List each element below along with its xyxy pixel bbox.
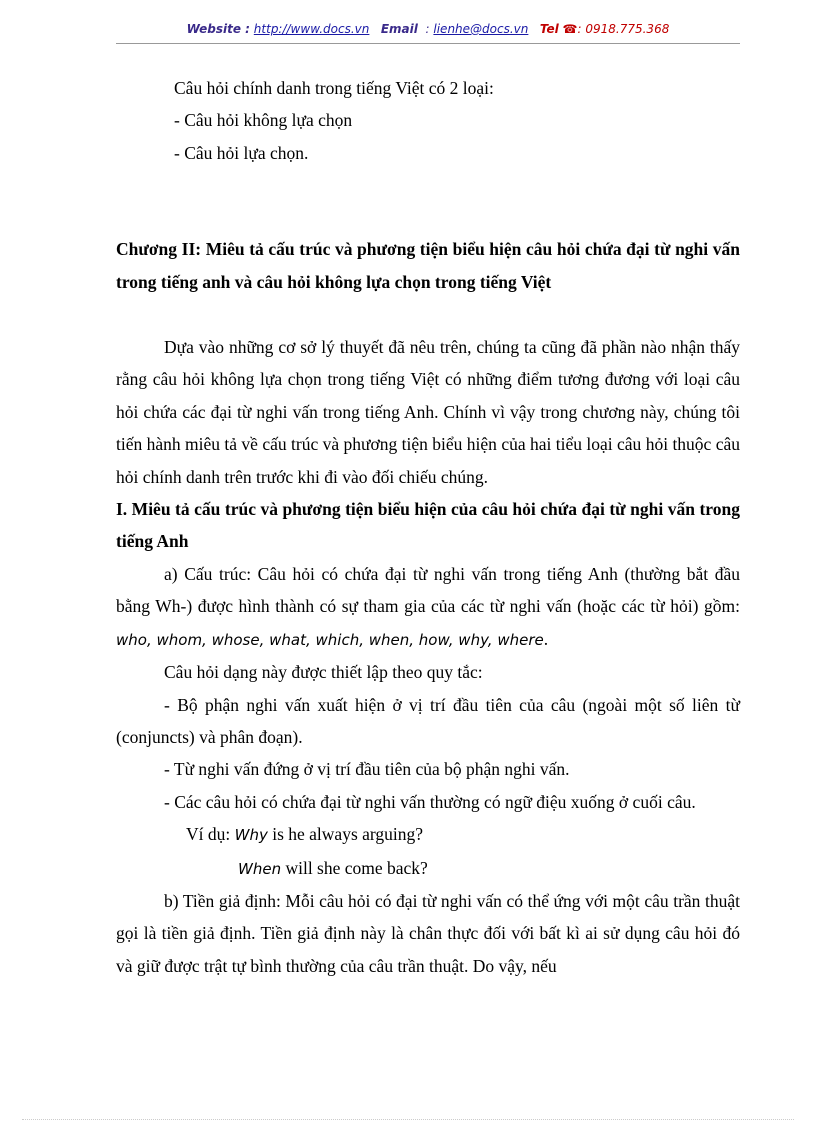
spacer <box>116 298 740 331</box>
example-wh-word: When <box>238 859 282 878</box>
example-wh-word: Why <box>234 826 268 845</box>
rule-item: - Bộ phận nghi vấn xuất hiện ở vị trí đầu tiên của câu (ngoài một số liên từ (conjuncts) và phân đoạn). <box>116 694 740 747</box>
paragraph: Dựa vào những cơ sở lý thuyết đã nêu trên, chúng ta cũng đã phần nào nhận thấy rằng câu hỏi không lựa chọn trong tiếng Việt có những điểm tương đương với loại câu hỏi chứa các đại từ nghi vấn trong tiếng Anh. Chính vì vậy trong chương này, chúng tôi tiến hành miêu tả về cấu trúc và phương tiện biểu hiện của hai tiểu loại câu hỏi thuộc câu hỏi chính danh trên trước khi đi vào đối chiếu chúng. <box>116 337 740 487</box>
wh-words: who, whom, whose, what, which, when, how, why, where <box>116 630 544 649</box>
website-label: Website : <box>186 22 250 36</box>
tel-value: : 0918.775.368 <box>577 22 670 36</box>
list-item <box>116 137 740 169</box>
example-line <box>116 852 740 885</box>
footer-divider <box>22 1119 794 1120</box>
page-header <box>116 22 740 42</box>
email-label: Email <box>380 22 418 36</box>
intro-paragraph: Câu hỏi chính danh trong tiếng Việt có 2 loại: <box>174 78 494 98</box>
chapter-heading: Chương II: Miêu tả cấu trúc và phương tiện biểu hiện câu hỏi chứa đại từ nghi vấn trong tiếng anh và câu hỏi không lựa chọn trong tiếng Việt <box>116 239 740 292</box>
tel-label: Tel <box>539 22 559 36</box>
paragraph: Câu hỏi dạng này được thiết lập theo quy tắc: <box>164 662 483 683</box>
rule-item: - Các câu hỏi có chứa đại từ nghi vấn thường có ngữ điệu xuống ở cuối câu. <box>164 791 696 812</box>
example-line <box>116 818 740 851</box>
example-text: will she come back? <box>281 857 428 878</box>
phone-icon: ☎ <box>562 22 578 36</box>
list-item <box>116 104 740 136</box>
spacer <box>116 169 740 233</box>
email-link[interactable]: lienhe@docs.vn <box>433 22 529 36</box>
list-item-text: - Câu hỏi không lựa chọn <box>174 110 353 131</box>
example-text: is he always arguing? <box>267 824 424 845</box>
header-divider <box>116 43 740 44</box>
list-item-text: - Câu hỏi lựa chọn. <box>174 142 309 163</box>
rule-item: - Từ nghi vấn đứng ở vị trí đầu tiên của bộ phận nghi vấn. <box>164 759 570 780</box>
email-separator: : <box>425 22 430 36</box>
website-link[interactable]: http://www.docs.vn <box>253 22 370 36</box>
paragraph-end: . <box>543 628 549 649</box>
document-body <box>116 72 740 982</box>
paragraph: b) Tiền giả định: Mỗi câu hỏi có đại từ nghi vấn có thể ứng với một câu trần thuật gọi là tiền giả định. Tiền giả định này là chân thực đối với bất kì ai sử dụng câu hỏi đó và giữ được trật tự bình thường của câu trần thuật. Do vậy, nếu <box>116 890 740 976</box>
paragraph-text: a) Cấu trúc: Câu hỏi có chứa đại từ nghi vấn trong tiếng Anh (thường bắt đầu bằng Wh-) được hình thành có sự tham gia của các từ nghi vấn (hoặc các từ hỏi) gồm: <box>116 563 740 617</box>
paragraph <box>116 558 740 656</box>
example-label: Ví dụ: <box>186 824 235 845</box>
section-heading: I. Miêu tả cấu trúc và phương tiện biểu hiện của câu hỏi chứa đại từ nghi vấn trong tiếng Anh <box>116 499 740 552</box>
